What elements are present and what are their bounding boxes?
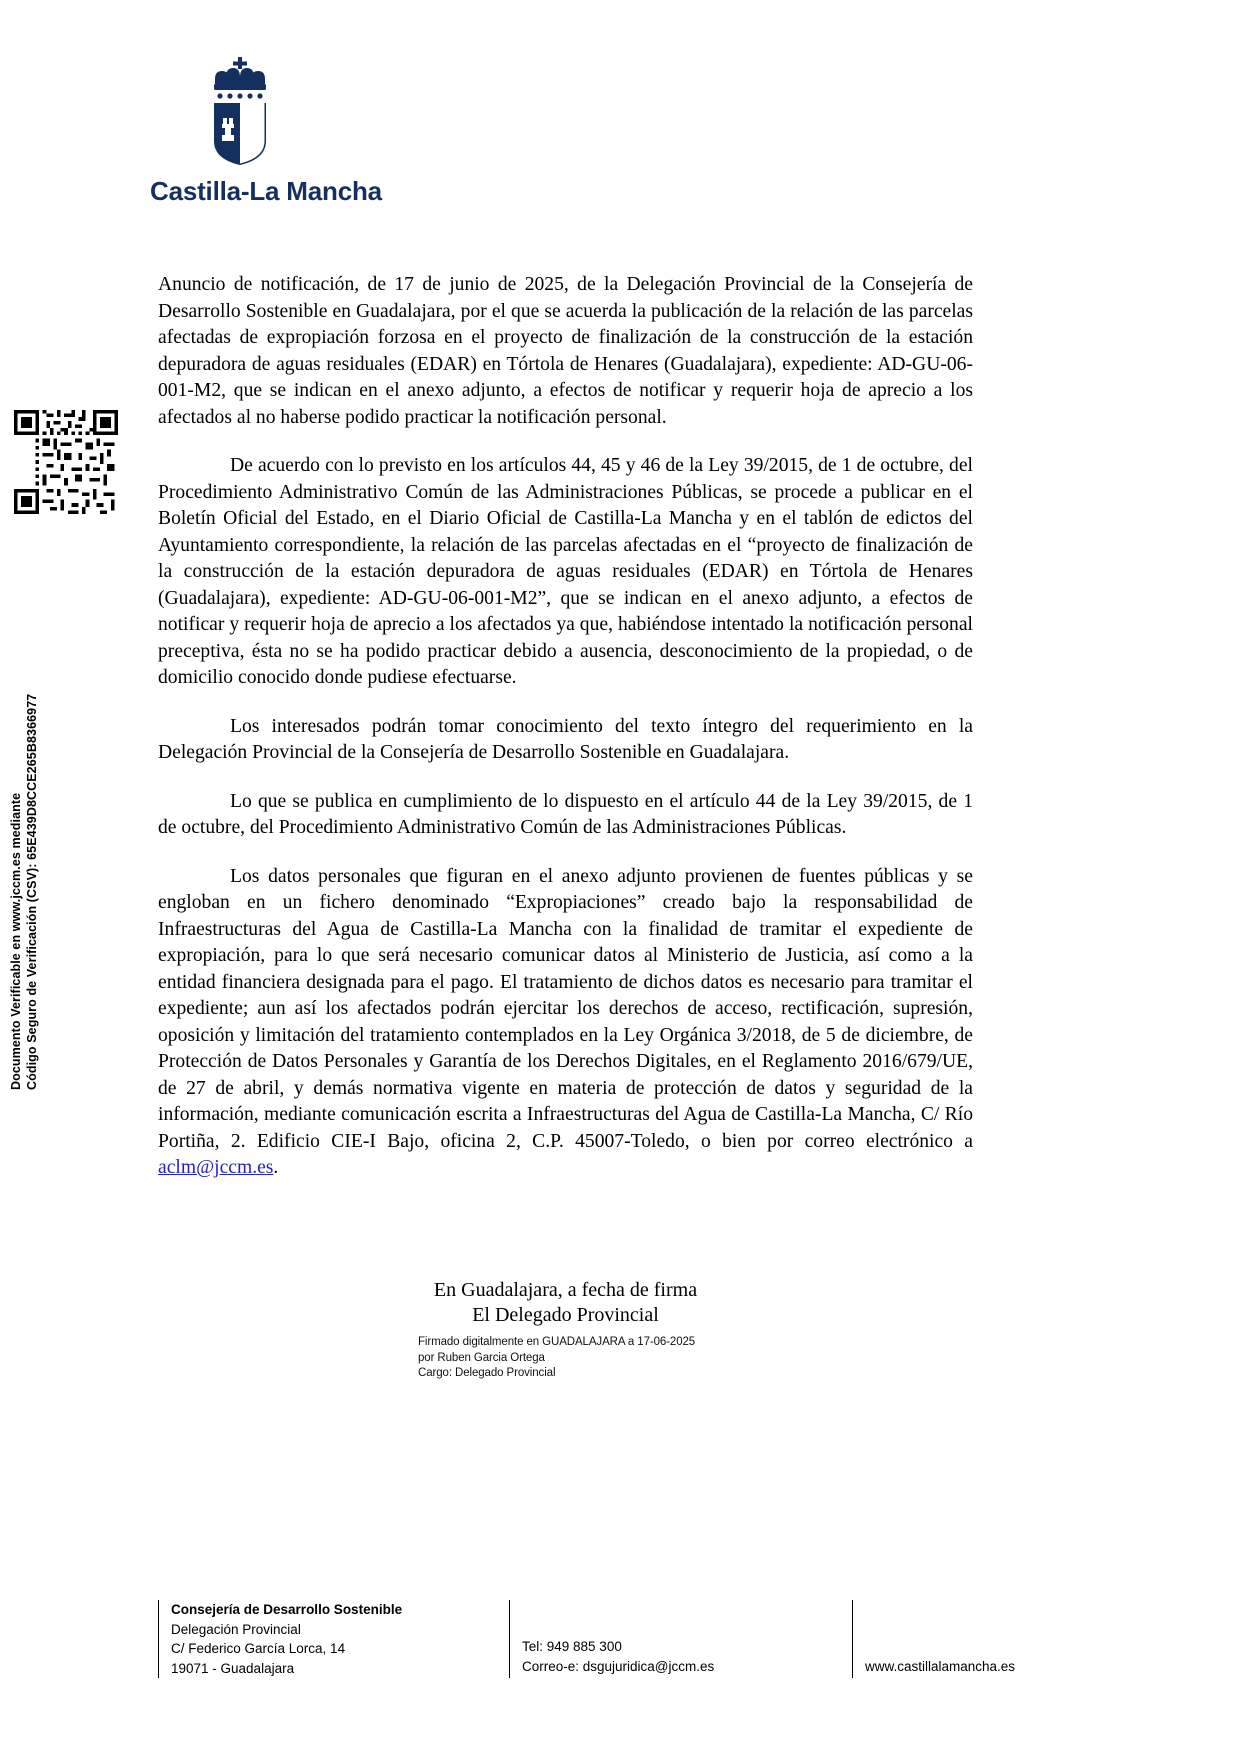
dp-text-after: . — [273, 1157, 279, 1178]
paragraph-4: Lo que se publica en cumplimiento de lo dispuesto en el artículo 44 de la Ley 39/2015, de 1 de octubre, del Procedimiento Administrativo Común de las Administraciones Públicas. — [158, 790, 973, 838]
footer-unit: Delegación Provincial — [171, 1621, 301, 1637]
brand-name: Castilla-La Mancha — [150, 176, 382, 206]
stamp-line-2: por Ruben Garcia Ortega — [418, 1351, 545, 1364]
footer-phone: Tel: 949 885 300 — [522, 1639, 622, 1654]
stamp-line-3: Cargo: Delegado Provincial — [418, 1367, 556, 1379]
signature-title: El Delegado Provincial — [472, 1304, 659, 1326]
digital-signature-stamp — [418, 1335, 973, 1382]
footer-address-column — [158, 1600, 509, 1678]
paragraph-2: De acuerdo con lo previsto en los artículos 44, 45 y 46 de la Ley 39/2015, de 1 de octubre, del Procedimiento Administrativo Común de las Administraciones Públicas, se procede a publicar en el Boletín Oficial del Estado, en el Diario Oficial de Castilla-La Mancha y en el tablón de edictos del Ayuntamiento correspondiente, la relación de las parcelas afectadas en el “proyecto de finalización de la construcción de la estación depuradora de aguas residuales (EDAR) en Tórtola de Henares (Guadalajara), expediente: AD-GU-06-001-M2”, que se indican en el anexo adjunto, a efectos de notificar y requerir hoja de aprecio a los afectados ya que, habiéndose intentado la notificación personal preceptiva, ésta no se ha podido practicar debido a ausencia, desconocimiento de la propiedad, o de domicilio conocido donde pudiese efectuarse. — [158, 455, 973, 688]
document-body — [158, 272, 973, 1182]
csv-line-2: Código Seguro de Verificación (CSV): 65E439D8CCE265B8366977 — [25, 693, 39, 1090]
email-link-aclm[interactable]: aclm@jccm.es — [158, 1157, 274, 1178]
header-logo — [150, 55, 570, 207]
footer-contact-column — [509, 1600, 852, 1678]
footer-website: www.castillalamancha.es — [865, 1658, 1016, 1674]
coat-of-arms-icon — [202, 55, 570, 170]
signature-place: En Guadalajara, a fecha de firma — [433, 1279, 698, 1301]
footer-website-column — [852, 1600, 1075, 1678]
qr-code-icon — [14, 410, 118, 514]
csv-line-1: Documento Verificable en www.jccm.es mediante — [9, 792, 23, 1090]
paragraph-3: Los interesados podrán tomar conocimiento del texto íntegro del requerimiento en la Delegación Provincial de la Consejería de Desarrollo Sostenible en Guadalajara. — [158, 715, 973, 763]
footer-org: Consejería de Desarrollo Sostenible — [171, 1602, 403, 1617]
footer-city: 19071 - Guadalajara — [171, 1660, 295, 1676]
verification-strip — [8, 410, 128, 1090]
footer-email: Correo-e: dsgujuridica@jccm.es — [522, 1658, 715, 1674]
paragraph-data-protection — [158, 864, 973, 1182]
dp-text-before: Los datos personales que figuran en el anexo adjunto provienen de fuentes públicas y se engloban en un fichero denominado “Expropiaciones” creado bajo la responsabilidad de Infraestructuras del Agua de Castilla-La Mancha con la finalidad de tramitar el expediente de expropiación, para lo que será necesario comunicar datos al Ministerio de Justicia, así como a la entidad financiera designada para el pago. El tratamiento de dichos datos es necesario para tramitar el expediente; aun así los afectados podrán ejercitar los derechos de acceso, rectificación, supresión, oposición y limitación del tratamiento contemplados en la Ley Orgánica 3/2018, de 5 de diciembre, de Protección de Datos Personales y Garantía de los Derechos Digitales, en el Reglamento 2016/679/UE, de 27 de abril, y demás normativa vigente en materia de protección de datos y seguridad de la información, mediante comunicación escrita a Infraestructuras del Agua de Castilla-La Mancha, C/ Río Portiña, 2. Edificio CIE-I Bajo, oficina 2, C.P. 45007-Toledo, o bien por correo electrónico a — [158, 865, 973, 1152]
stamp-line-1: Firmado digitalmente en GUADALAJARA a 17-06-2025 — [418, 1336, 696, 1348]
paragraph-1: Anuncio de notificación, de 17 de junio de 2025, de la Delegación Provincial de la Consejería de Desarrollo Sostenible en Guadalajara, por el que se acuerda la publicación de la relación de las parcelas afectadas de expropiación forzosa en el proyecto de finalización de la construcción de la estación depuradora de aguas residuales (EDAR) en Tórtola de Henares (Guadalajara), expediente: AD-GU-06-001-M2, que se indican en el anexo adjunto, a efectos de notificar y requerir hoja de aprecio a los afectados al no haberse podido practicar la notificación personal. — [158, 274, 973, 428]
footer-street: C/ Federico García Lorca, 14 — [171, 1641, 346, 1656]
page-footer — [158, 1600, 1088, 1678]
signature-block — [158, 1278, 973, 1382]
